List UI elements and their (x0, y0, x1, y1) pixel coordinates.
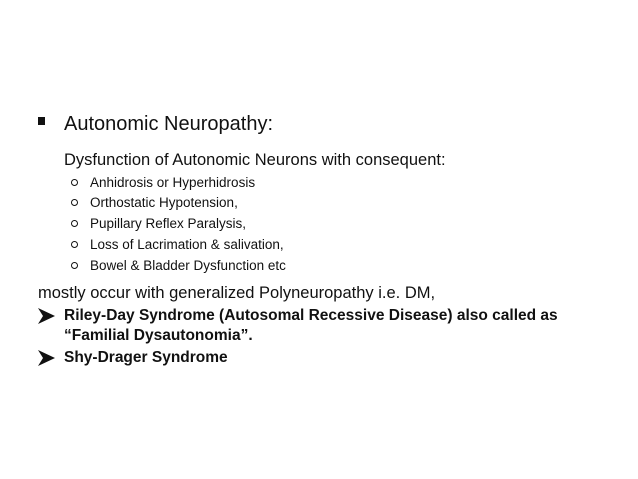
list-item (0, 257, 638, 277)
list-item-text: Loss of Lacrimation & salivation, (90, 237, 284, 252)
list-item-text: Anhidrosis or Hyperhidrosis (90, 175, 256, 190)
circle-bullet-icon (71, 220, 78, 227)
list-item (0, 174, 638, 194)
circle-bullet-icon (71, 241, 78, 248)
riley-day-line2: “Familial Dysautonomia”. (64, 327, 253, 344)
circle-bullet-icon (71, 199, 78, 206)
list-item (0, 194, 638, 214)
riley-day-line1: Riley-Day Syndrome (Autosomal Recessive Disease) also called as (64, 307, 558, 324)
shy-drager-text: Shy-Drager Syndrome (64, 349, 228, 366)
list-item-text: Pupillary Reflex Paralysis, (90, 216, 247, 231)
note-text: mostly occur with generalized Polyneuropathy i.e. DM, (38, 284, 436, 302)
list-item-text: Bowel & Bladder Dysfunction etc (90, 258, 286, 273)
list-item-text: Orthostatic Hypotension, (90, 195, 238, 210)
circle-bullet-icon (71, 179, 78, 186)
intro-text: Dysfunction of Autonomic Neurons with consequent: (64, 151, 446, 169)
square-bullet-icon (38, 117, 45, 125)
arrowhead-icon (37, 349, 57, 367)
list-item (0, 236, 638, 256)
arrowhead-icon (37, 307, 57, 325)
slide-heading: Autonomic Neuropathy: (64, 113, 274, 135)
circle-bullet-icon (71, 262, 78, 269)
list-item (0, 215, 638, 235)
